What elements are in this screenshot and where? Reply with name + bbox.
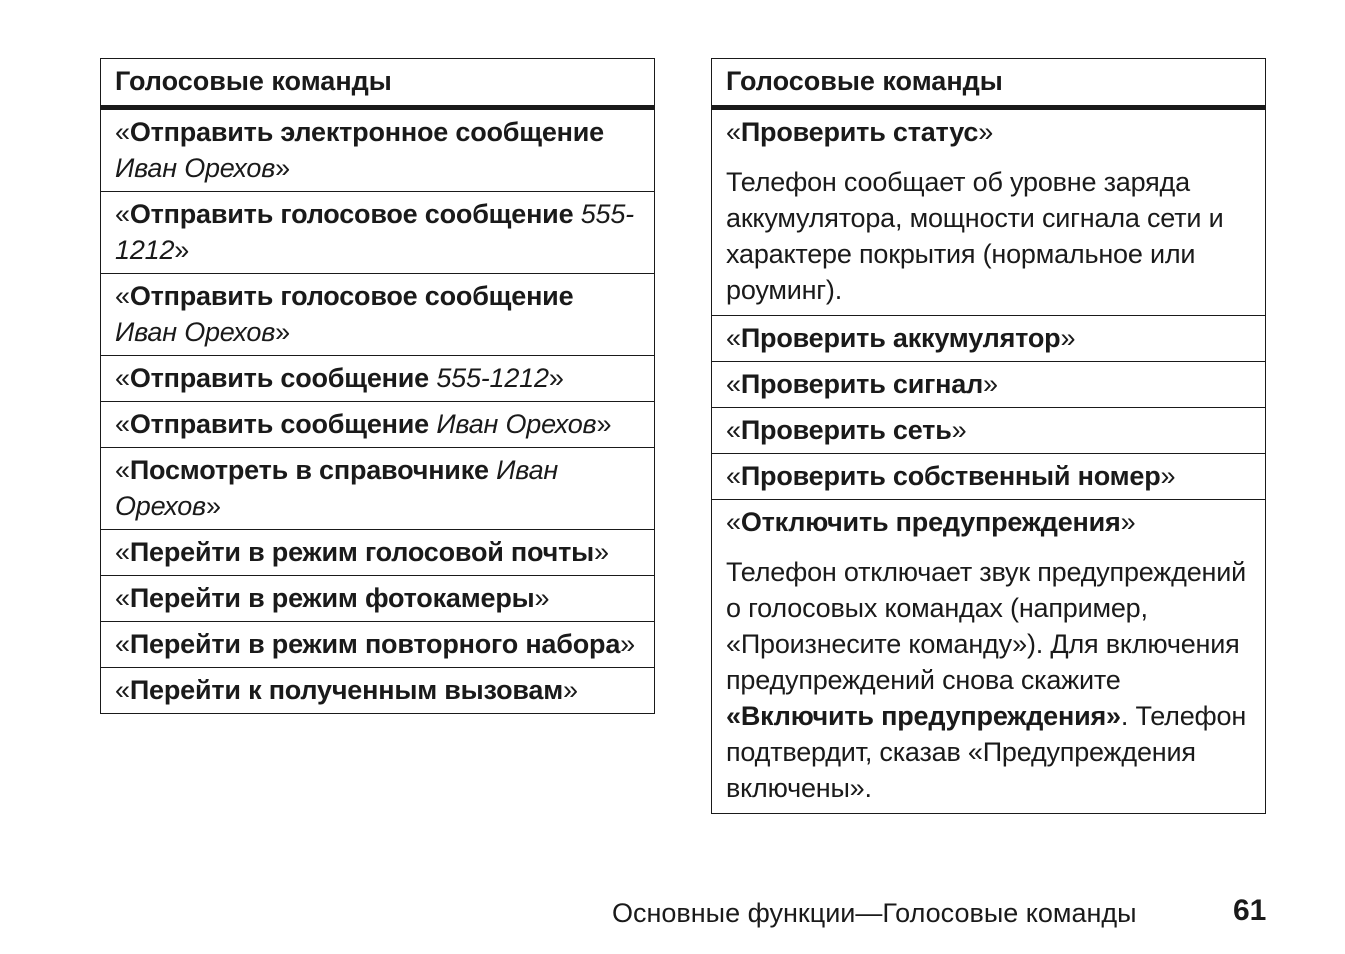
command-cell: «Перейти в режим повторного набора» xyxy=(101,622,655,668)
table-header-row xyxy=(101,59,655,108)
command-argument: Иван Орехов xyxy=(115,153,276,183)
command-text: Посмотреть в справочнике xyxy=(129,455,489,485)
command-text: Перейти в режим повторного набора xyxy=(129,629,621,659)
command-text: Перейти в режим фотокамеры xyxy=(129,583,535,613)
command-cell: «Проверить сеть» xyxy=(712,408,1266,454)
table-row xyxy=(712,108,1266,316)
command-argument: Иван Орехов xyxy=(115,455,559,521)
table-row xyxy=(101,356,655,402)
command-text: Проверить аккумулятор xyxy=(740,323,1061,353)
command-text: Проверить сеть xyxy=(740,415,952,445)
command-text: Отправить голосовое сообщение xyxy=(129,199,574,229)
table-row xyxy=(101,448,655,530)
table-row xyxy=(712,454,1266,500)
command-cell: «Отправить сообщение 555-1212» xyxy=(101,356,655,402)
voice-commands-table-left xyxy=(100,58,655,714)
command-line: «Проверить статус» xyxy=(726,117,994,147)
footer-section-title: Основные функции—Голосовые команды xyxy=(612,898,1137,928)
command-text: Перейти в режим голосовой почты xyxy=(129,537,595,567)
command-cell xyxy=(712,108,1266,316)
command-text: Отправить электронное сообщение xyxy=(129,117,604,147)
table-row xyxy=(101,622,655,668)
command-cell: «Отправить сообщение Иван Орехов» xyxy=(101,402,655,448)
table-row xyxy=(101,530,655,576)
command-cell xyxy=(712,500,1266,814)
command-cell: «Отправить электронное сообщение Иван Орехов» xyxy=(101,108,655,192)
command-cell: «Посмотреть в справочнике Иван Орехов» xyxy=(101,448,655,530)
command-text: Отправить сообщение xyxy=(129,363,429,393)
command-description: Телефон отключает звук предупреждений о голосовых командах (например, «Произнесите команду»). Для включения предупреждений снова скажите «Включить предупреждения». Телефон подтвердит, сказав «Предупреждения включены». xyxy=(726,557,1247,803)
table-header: Голосовые команды xyxy=(712,59,1266,108)
table-row xyxy=(712,408,1266,454)
command-argument: Иван Орехов xyxy=(436,409,597,439)
table-row xyxy=(101,274,655,356)
command-cell: «Отправить голосовое сообщение Иван Орехов» xyxy=(101,274,655,356)
table-row xyxy=(101,668,655,714)
command-cell: «Проверить собственный номер» xyxy=(712,454,1266,500)
table-row xyxy=(712,500,1266,814)
command-text: Отправить голосовое сообщение xyxy=(129,281,574,311)
command-text: Проверить собственный номер xyxy=(740,461,1161,491)
command-text: Проверить статус xyxy=(740,117,979,147)
command-argument: 555-1212 xyxy=(115,199,634,265)
voice-commands-table-right xyxy=(711,58,1266,814)
command-description: Телефон сообщает об уровне заряда аккумулятора, мощности сигнала сети и характере покрытия (нормальное или роуминг). xyxy=(726,167,1224,305)
page-number: 61 xyxy=(1233,894,1267,927)
command-cell: «Проверить сигнал» xyxy=(712,362,1266,408)
command-cell: «Перейти к полученным вызовам» xyxy=(101,668,655,714)
command-argument: Иван Орехов xyxy=(115,317,276,347)
command-text: Перейти к полученным вызовам xyxy=(129,675,564,705)
command-cell: «Отправить голосовое сообщение 555-1212» xyxy=(101,192,655,274)
command-text: Отключить предупреждения xyxy=(740,507,1121,537)
table-header: Голосовые команды xyxy=(101,59,655,108)
table-row xyxy=(101,402,655,448)
table-row xyxy=(712,316,1266,362)
command-text: Проверить сигнал xyxy=(740,369,984,399)
table-row xyxy=(712,362,1266,408)
table-row xyxy=(101,576,655,622)
command-line: «Отключить предупреждения» xyxy=(726,507,1136,537)
command-text: Отправить сообщение xyxy=(129,409,429,439)
command-cell: «Перейти в режим голосовой почты» xyxy=(101,530,655,576)
table-header-row xyxy=(712,59,1266,108)
table-row xyxy=(101,192,655,274)
command-cell: «Проверить аккумулятор» xyxy=(712,316,1266,362)
inline-command: «Включить предупреждения» xyxy=(726,701,1121,731)
table-row xyxy=(101,108,655,192)
command-argument: 555-1212 xyxy=(436,363,549,393)
command-cell: «Перейти в режим фотокамеры» xyxy=(101,576,655,622)
